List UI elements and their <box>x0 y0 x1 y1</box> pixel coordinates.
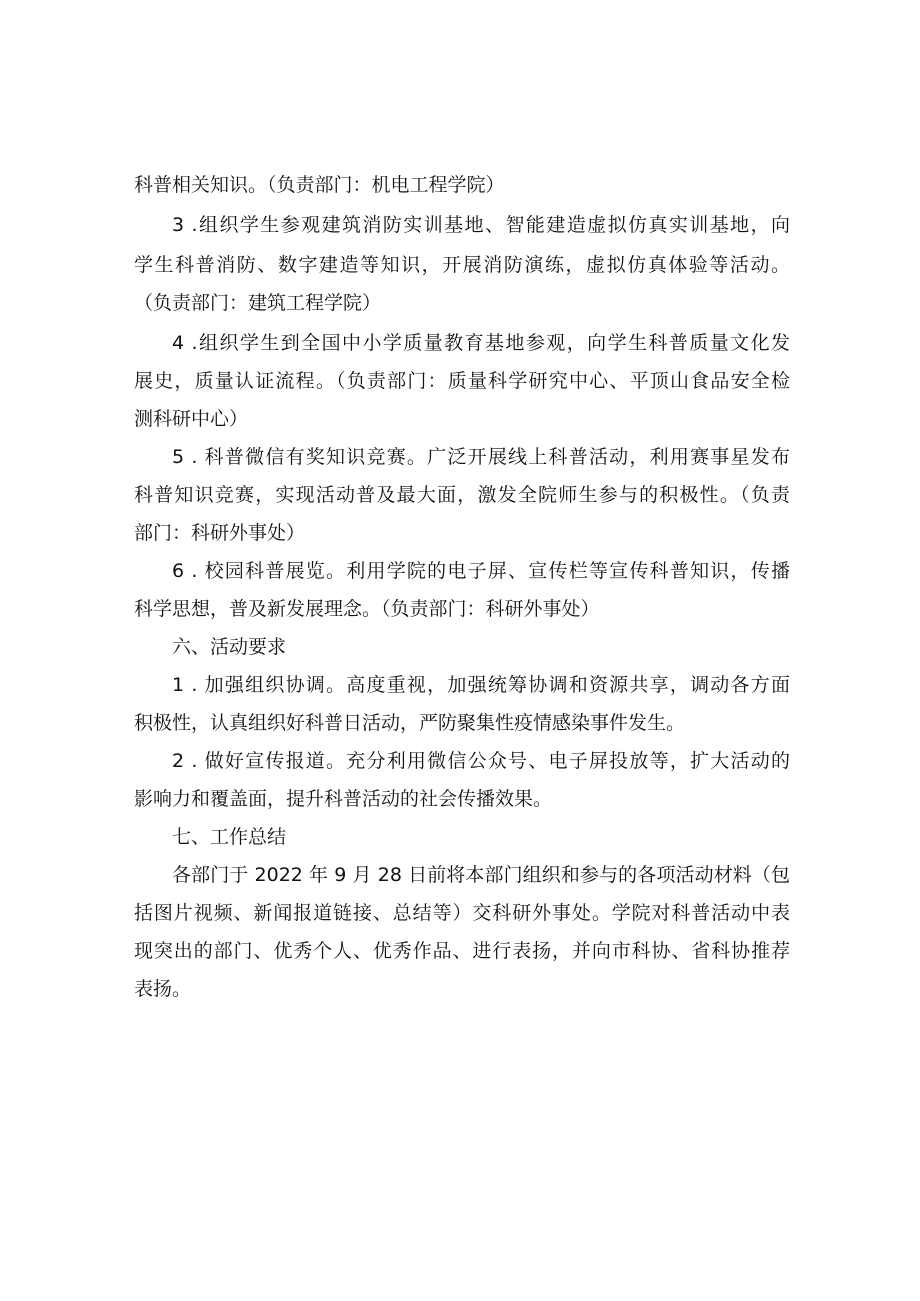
section-heading-requirements: 六、活动要求 <box>172 636 287 658</box>
summary-paragraph-line: 各部门于 2022 年 9 月 28 日前将本部门组织和参与的各项活动材料（包 <box>172 864 790 886</box>
list-item-4-line: 4 .组织学生到全国中小学质量教育基地参观，向学生科普质量文化发 <box>172 332 790 354</box>
paragraph-line: （负责部门：建筑工程学院） <box>134 292 382 314</box>
paragraph-line: 积极性，认真组织好科普日活动，严防聚集性疫情感染事件发生。 <box>134 712 686 734</box>
section-heading-summary: 七、工作总结 <box>172 826 287 848</box>
paragraph-line: 展史，质量认证流程。（负责部门：质量科学研究中心、平顶山食品安全检 <box>134 370 790 392</box>
paragraph-line: 影响力和覆盖面，提升科普活动的社会传播效果。 <box>134 788 553 810</box>
list-item-1-line: 1 . 加强组织协调。高度重视，加强统筹协调和资源共享，调动各方面 <box>172 674 790 696</box>
paragraph-line: 学生科普消防、数字建造等知识，开展消防演练，虚拟仿真体验等活动。 <box>134 254 790 276</box>
list-item-6-line: 6 . 校园科普展览。利用学院的电子屏、宣传栏等宣传科普知识，传播 <box>172 560 790 582</box>
list-item-3-line: 3 .组织学生参观建筑消防实训基地、智能建造虚拟仿真实训基地，向 <box>172 214 790 236</box>
paragraph-line: 测科研中心） <box>134 408 249 430</box>
paragraph-line: 表扬。 <box>134 978 192 1000</box>
list-item-5-line: 5 . 科普微信有奖知识竞赛。广泛开展线上科普活动，利用赛事星发布 <box>172 446 790 468</box>
list-item-2-line: 2 . 做好宣传报道。充分利用微信公众号、电子屏投放等，扩大活动的 <box>172 750 790 772</box>
paragraph-line: 科普知识竞赛，实现活动普及最大面，激发全院师生参与的积极性。（负责 <box>134 484 790 506</box>
paragraph-line: 科学思想，普及新发展理念。（负责部门：科研外事处） <box>134 598 600 620</box>
paragraph-line: 科普相关知识。（负责部门：机电工程学院） <box>134 174 505 196</box>
paragraph-line: 部门：科研外事处） <box>134 522 306 544</box>
paragraph-line: 括图片视频、新闻报道链接、总结等）交科研外事处。学院对科普活动中表 <box>134 902 790 924</box>
paragraph-line: 现突出的部门、优秀个人、优秀作品、进行表扬，并向市科协、省科协推荐 <box>134 940 790 962</box>
